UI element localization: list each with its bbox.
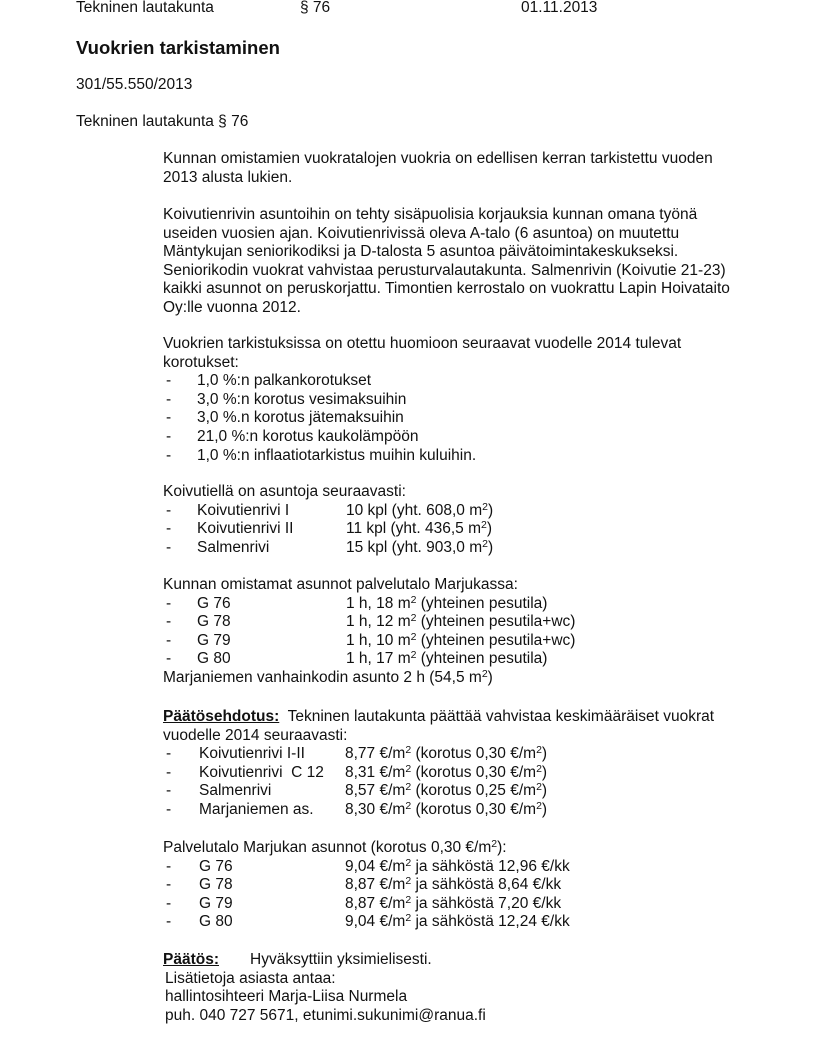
item-value — [346, 520, 492, 539]
dash: - — [166, 613, 172, 631]
dash: - — [166, 876, 172, 894]
item-value — [345, 858, 570, 877]
value-mid: (korotus 0,30 €/m — [411, 763, 537, 781]
item-label: G 79 — [197, 631, 231, 649]
value-tail: ) — [487, 538, 494, 556]
item-value — [345, 895, 561, 914]
increase-text: 3,0 %.n korotus jätemaksuihin — [197, 409, 404, 427]
superscript: 2 — [480, 519, 487, 532]
record-number: 301/55.550/2013 — [76, 76, 193, 93]
marjukka-section — [163, 576, 763, 688]
increase-text: 21,0 %:n korotus kaukolämpöön — [197, 427, 419, 445]
item-label: G 79 — [199, 894, 233, 912]
list-item — [163, 764, 763, 783]
paragraph-text: Kunnan omistamien vuokratalojen vuokria on edellisen kerran tarkistettu vuoden 2013 alusta lukien. — [163, 150, 713, 186]
value-text: 1 h, 18 m — [346, 594, 411, 612]
contact-line: Lisätietoja asiasta antaa: — [165, 969, 336, 987]
list-item — [163, 650, 763, 669]
superscript: 2 — [481, 667, 488, 680]
proposal-line — [163, 708, 763, 727]
item-label: G 78 — [197, 613, 231, 631]
item-value — [345, 913, 570, 932]
superscript: 2 — [410, 593, 417, 606]
dash: - — [166, 650, 172, 668]
list-item — [163, 391, 763, 410]
superscript: 2 — [536, 744, 542, 757]
list-item — [163, 895, 763, 914]
list-item — [163, 502, 763, 521]
list-item — [163, 447, 763, 466]
value-tail: (yhteinen pesutila) — [416, 594, 548, 612]
marjukka-rates-section — [163, 839, 763, 932]
item-value — [345, 764, 547, 783]
dash: - — [166, 857, 172, 875]
value-tail: (yhteinen pesutila+wc) — [416, 631, 576, 649]
value-tail: ) — [487, 668, 493, 686]
decision-line — [163, 951, 763, 970]
value-text: 8,57 €/m — [345, 782, 406, 800]
contact-name: hallintosihteeri Marja-Liisa Nurmela — [165, 988, 408, 1006]
superscript: 2 — [482, 500, 488, 513]
proposal-line-2: vuodelle 2014 seuraavasti: — [163, 726, 348, 744]
decision-section — [163, 951, 763, 1025]
increases-section — [163, 335, 763, 465]
superscript: 2 — [405, 856, 412, 869]
intro-tail: ): — [497, 839, 507, 856]
superscript: 2 — [405, 893, 412, 906]
item-label: Koivutienrivi I — [197, 501, 290, 519]
dash: - — [166, 409, 172, 427]
list-item — [163, 520, 763, 539]
dash: - — [166, 594, 172, 612]
dash: - — [166, 763, 172, 781]
value-tail: ) — [541, 800, 548, 818]
superscript: 2 — [405, 799, 412, 812]
list-item — [163, 801, 763, 820]
proposal-section — [163, 708, 763, 820]
item-value — [346, 650, 547, 669]
value-text: 8,30 €/m — [345, 800, 406, 818]
dash: - — [166, 894, 172, 912]
item-label: Koivutienrivi C 12 — [199, 763, 324, 781]
value-tail: ) — [541, 763, 548, 781]
superscript: 2 — [410, 612, 417, 625]
dash: - — [166, 745, 172, 763]
value-mid: (korotus 0,30 €/m — [411, 800, 537, 818]
paragraph-text: Koivutienrivin asuntoihin on tehty sisäpuolisia korjauksia kunnan omana työnä useiden vuosien ajan. Koivutienrivissä oleva A-talo (6 asuntoa) on muutettu Mäntykujan seniorikodiksi ja D-talosta 5 asuntoa päivätoimintakeskukseksi. Seniorikodin vuokrat vahvistaa perusturvalautakunta. Salmenrivin (Koivutie 21-23) kaikki asunnot on peruskorjattu. Timontien kerrostalo on vuokrattu Lapin Hoivataito Oy:lle vuonna 2012. — [163, 206, 730, 316]
item-label: Koivutienrivi I-II — [199, 745, 305, 763]
committee-line: Tekninen lautakunta § 76 — [76, 113, 249, 130]
item-value — [346, 595, 547, 614]
item-value — [345, 876, 561, 895]
list-item — [163, 428, 763, 447]
superscript: 2 — [482, 537, 488, 550]
superscript: 2 — [536, 781, 542, 794]
value-text: 9,04 €/m — [345, 913, 406, 931]
paragraph-intro — [163, 150, 763, 187]
dash: - — [166, 446, 172, 464]
list-item — [163, 539, 763, 558]
value-tail: ) — [486, 520, 492, 538]
header-committee: Tekninen lautakunta — [76, 0, 214, 16]
list-item — [163, 876, 763, 895]
list-item — [163, 782, 763, 801]
dash: - — [166, 782, 172, 800]
value-text: 8,77 €/m — [345, 745, 406, 763]
superscript: 2 — [405, 744, 412, 757]
increase-text: 1,0 %:n palkankorotukset — [197, 372, 372, 390]
value-tail: ja sähköstä 12,96 €/kk — [411, 857, 570, 875]
dash: - — [166, 520, 172, 538]
dash: - — [166, 501, 172, 519]
value-text: 11 kpl (yht. 436,5 m — [346, 520, 481, 538]
value-text: 1 h, 17 m — [346, 650, 411, 668]
item-label: G 80 — [199, 913, 233, 931]
list-item — [163, 858, 763, 877]
dash: - — [166, 800, 172, 818]
item-value — [345, 801, 547, 820]
value-text: 9,04 €/m — [345, 857, 406, 875]
list-item — [163, 913, 763, 932]
value-tail: ja sähköstä 8,64 €/kk — [411, 876, 562, 894]
item-value — [345, 745, 547, 764]
contact-details: puh. 040 727 5671, etunimi.sukunimi@ranua.fi — [165, 1006, 486, 1024]
superscript: 2 — [491, 838, 498, 850]
dash: - — [166, 538, 172, 556]
list-item — [163, 632, 763, 651]
superscript: 2 — [405, 875, 412, 888]
item-label: Marjaniemen as. — [199, 800, 314, 818]
value-tail: (yhteinen pesutila+wc) — [416, 613, 576, 631]
list-item — [163, 745, 763, 764]
header-date: 01.11.2013 — [521, 0, 598, 16]
paragraph-text: Vuokrien tarkistuksissa on otettu huomioon seuraavat vuodelle 2014 tulevat korotukset: — [163, 335, 682, 371]
value-text: 10 kpl (yht. 608,0 m — [346, 501, 483, 519]
value-text: 15 kpl (yht. 903,0 m — [346, 538, 483, 556]
increases-list — [163, 372, 763, 465]
value-tail: (yhteinen pesutila) — [416, 650, 548, 668]
superscript: 2 — [405, 912, 412, 925]
proposal-label: Päätösehdotus: — [163, 708, 280, 725]
paragraph-background — [163, 206, 763, 318]
superscript: 2 — [405, 762, 412, 775]
value-tail: ) — [541, 782, 548, 800]
value-text: 1 h, 10 m — [346, 631, 411, 649]
value-text: 8,87 €/m — [345, 894, 406, 912]
list-item — [163, 613, 763, 632]
section-intro — [163, 839, 763, 858]
item-label: G 78 — [199, 876, 233, 894]
dash: - — [166, 631, 172, 649]
intro-text: Palvelutalo Marjukan asunnot (korotus 0,30 €/m — [163, 839, 492, 856]
item-label: Koivutienrivi II — [197, 520, 294, 538]
value-text: Marjaniemen vanhainkodin asunto 2 h (54,5 m — [163, 668, 482, 686]
increase-text: 3,0 %:n korotus vesimaksuihin — [197, 390, 407, 408]
superscript: 2 — [405, 781, 412, 794]
header-section: § 76 — [300, 0, 331, 16]
value-text: 8,31 €/m — [345, 763, 406, 781]
value-mid: (korotus 0,30 €/m — [411, 745, 537, 763]
marjaniemi-line — [163, 669, 763, 688]
item-label: G 80 — [197, 650, 231, 668]
item-value — [346, 632, 575, 651]
item-value — [345, 782, 547, 801]
list-item — [163, 409, 763, 428]
value-tail: ja sähköstä 7,20 €/kk — [411, 894, 562, 912]
superscript: 2 — [410, 649, 417, 662]
dash: - — [166, 390, 172, 408]
list-item — [163, 372, 763, 391]
item-value — [346, 613, 575, 632]
value-tail: ) — [541, 745, 548, 763]
value-text: 8,87 €/m — [345, 876, 406, 894]
decision-text: Hyväksyttiin yksimielisesti. — [250, 951, 432, 968]
item-value — [346, 539, 493, 558]
proposal-text: Tekninen lautakunta päättää vahvistaa keskimääräiset vuokrat — [287, 708, 715, 725]
item-value — [346, 502, 493, 521]
koivutie-section — [163, 483, 763, 557]
item-label: Salmenrivi — [197, 538, 270, 556]
superscript: 2 — [536, 799, 542, 812]
item-label: Salmenrivi — [199, 782, 272, 800]
item-label: G 76 — [199, 857, 233, 875]
value-mid: (korotus 0,25 €/m — [411, 782, 537, 800]
decision-label: Päätös: — [163, 951, 219, 968]
value-tail: ) — [487, 501, 494, 519]
value-tail: ja sähköstä 12,24 €/kk — [411, 913, 570, 931]
page-title: Vuokrien tarkistaminen — [76, 37, 280, 58]
section-intro: Kunnan omistamat asunnot palvelutalo Marjukassa: — [163, 576, 518, 593]
superscript: 2 — [410, 630, 417, 643]
dash: - — [166, 427, 172, 445]
section-intro: Koivutiellä on asuntoja seuraavasti: — [163, 483, 406, 500]
item-label: G 76 — [197, 594, 231, 612]
value-text: 1 h, 12 m — [346, 613, 411, 631]
dash: - — [166, 372, 172, 390]
dash: - — [166, 913, 172, 931]
list-item — [163, 595, 763, 614]
increase-text: 1,0 %:n inflaatiotarkistus muihin kuluihin. — [197, 446, 477, 464]
superscript: 2 — [536, 762, 542, 775]
